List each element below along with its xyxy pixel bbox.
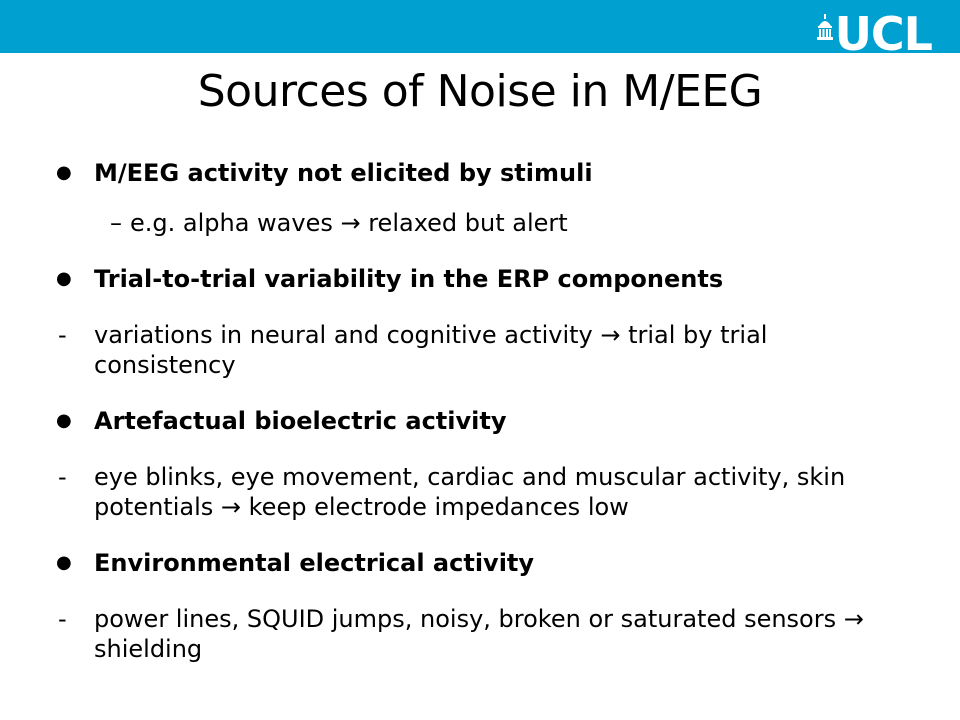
bullet-marker: ● <box>56 162 72 183</box>
detail-item <box>50 320 930 380</box>
ucl-logo <box>817 7 932 61</box>
bullet-marker: ● <box>56 410 72 431</box>
detail-text: variations in neural and cognitive activity → trial by trial consistency <box>94 321 768 379</box>
slide-body <box>50 158 930 664</box>
dash-marker: - <box>58 463 67 491</box>
bullet-text: Environmental electrical activity <box>94 549 535 577</box>
bullet-text: M/EEG activity not elicited by stimuli <box>94 159 593 187</box>
logo-text: UCL <box>834 7 932 61</box>
bullet-item <box>50 158 930 188</box>
portico-dome-icon <box>817 14 833 40</box>
bullet-item <box>50 406 930 436</box>
bullet-item <box>50 548 930 578</box>
detail-text: power lines, SQUID jumps, noisy, broken or saturated sensors → shielding <box>94 605 864 663</box>
sub-item <box>110 208 930 238</box>
bullet-marker: ● <box>56 268 72 289</box>
detail-item <box>50 462 930 522</box>
sub-text: e.g. alpha waves → relaxed but alert <box>130 209 568 237</box>
dash-marker: - <box>58 321 67 349</box>
bullet-item <box>50 264 930 294</box>
bullet-marker: ● <box>56 552 72 573</box>
dash-marker: – <box>110 209 122 237</box>
bullet-text: Trial-to-trial variability in the ERP components <box>94 265 724 293</box>
slide-title: Sources of Noise in M/EEG <box>197 66 763 117</box>
detail-text: eye blinks, eye movement, cardiac and muscular activity, skin potentials → keep electrode impedances low <box>94 463 846 521</box>
dash-marker: - <box>58 605 67 633</box>
bullet-text: Artefactual bioelectric activity <box>94 407 507 435</box>
detail-item <box>50 604 930 664</box>
